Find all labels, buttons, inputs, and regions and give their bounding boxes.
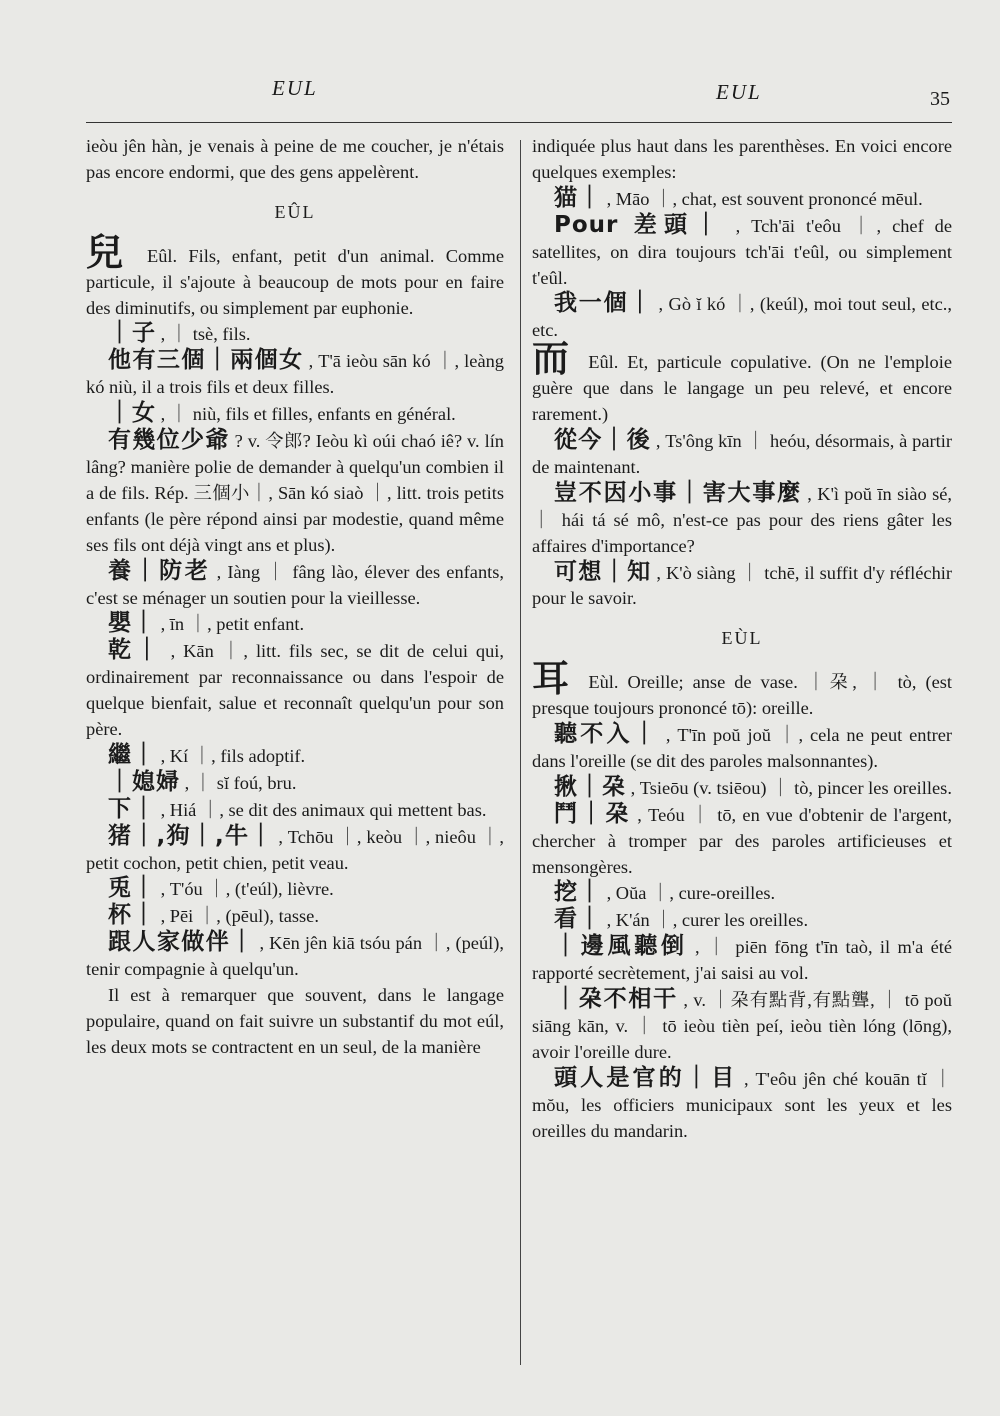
dictionary-entry bbox=[86, 611, 504, 638]
dictionary-entry bbox=[532, 907, 952, 934]
entry-definition: , ｜ tsè, fils. bbox=[156, 324, 251, 345]
dictionary-entry bbox=[532, 481, 952, 560]
headword-entry bbox=[86, 230, 505, 322]
dictionary-entry bbox=[86, 824, 504, 877]
entry-definition: , Kí ｜, fils adoptif. bbox=[156, 745, 306, 766]
entry-characters: 鬥｜朶 bbox=[554, 800, 632, 827]
headword-romanization: EÙL bbox=[721, 628, 763, 649]
entry-characters: ｜子 bbox=[108, 320, 156, 347]
paragraph: ieòu jên hàn, je venais à peine de me coucher, je n'étais pas encore endormi, que des gens appelèrent. bbox=[86, 136, 504, 182]
entry-definition: , ｜ piēn fōng t'īn taò, il m'a été rapporté secrètement, j'ai saisi au vol. bbox=[532, 937, 953, 984]
headword-character: 而 bbox=[532, 337, 574, 381]
entry-definition: ? v. 令郎? Ieòu kì oúi chaó iê? v. lín lâng? manière polie de demander à quelqu'un combien il a de fils. Rép. 三個小｜, Sān kó siaò ｜, litt. trois petits enfants (le père répond ainsi par modestie, quand même ses fils ont déjà vingt ans et plus). bbox=[86, 431, 505, 555]
entry-definition: Eûl. Et, particule copulative. (On ne l'emploie guère que dans le langage un peu relevé, et encore rarement.) bbox=[532, 352, 952, 425]
entry-definition: Eùl. Oreille; anse de vase. ｜朶, ｜ tò, (est presque toujours prononcé tō): oreille. bbox=[532, 672, 952, 719]
dictionary-entry bbox=[532, 934, 952, 987]
entry-definition: , Teóu ｜ tō, en vue d'obtenir de l'argent, chercher à tromper par des paroles artificieuses et mensongères. bbox=[532, 804, 953, 877]
header-rule bbox=[86, 122, 952, 123]
dictionary-entry bbox=[86, 797, 504, 824]
entry-definition: , T'ā ieòu sān kó ｜, leàng kó niù, il a trois fils et deux filles. bbox=[86, 351, 504, 398]
dictionary-entry bbox=[532, 987, 952, 1066]
dictionary-entry bbox=[86, 638, 504, 743]
entry-characters: 揪｜朶 bbox=[554, 773, 626, 800]
entry-definition: Eûl. Fils, enfant, petit d'un animal. Comme particule, il s'ajoute à beaucoup de mots pour en faire des diminutifs, ou simplement par euphonie. bbox=[86, 245, 505, 318]
entry-definition: , T'īn poŭ joŭ ｜, cela ne peut entrer dans l'oreille (se dit des paroles malsonnantes). bbox=[532, 725, 952, 771]
entry-definition: , Māo ｜, chat, est souvent prononcé mēul. bbox=[602, 188, 923, 209]
dictionary-entry bbox=[532, 560, 952, 613]
entry-characters: 下｜ bbox=[108, 795, 156, 822]
entry-characters: 有幾位少爺 bbox=[108, 427, 230, 454]
entry-characters: 豈不因小事｜害大事麼 bbox=[554, 479, 802, 506]
entry-definition: , K'ì poŭ īn siào sé, ｜ hái tá sé mô, n'est-ce pas pour des riens gâter les affaires d'importance? bbox=[532, 483, 952, 556]
entry-characters: 兎｜ bbox=[108, 875, 156, 902]
entry-definition: , Pēi ｜, (pēul), tasse. bbox=[156, 906, 319, 927]
entry-characters: Pour 差頭｜ bbox=[554, 211, 725, 238]
entry-definition: , īn ｜, petit enfant. bbox=[156, 614, 305, 635]
headword-entry bbox=[532, 337, 952, 428]
dictionary-entry bbox=[86, 876, 504, 903]
paragraph: indiquée plus haut dans les parenthèses. En voici encore quelques exemples: bbox=[532, 136, 952, 182]
dictionary-entry bbox=[532, 880, 952, 907]
running-head-right: EUL bbox=[716, 80, 762, 104]
entry-definition: , ｜ niù, fils et filles, enfants en général. bbox=[156, 404, 456, 425]
dictionary-entry bbox=[532, 775, 952, 802]
dictionary-entry bbox=[532, 1066, 952, 1145]
headword-entry bbox=[532, 657, 952, 722]
dictionary-entry bbox=[86, 743, 504, 770]
entry-characters: 猫｜ bbox=[554, 184, 602, 211]
entry-definition: , Tsieōu (v. tsiēou) ｜ tò, pincer les oreilles. bbox=[626, 777, 952, 798]
dictionary-entry bbox=[86, 930, 504, 983]
dictionary-entry bbox=[532, 428, 952, 481]
entry-definition: , Ts'ông kīn ｜ heóu, désormais, à partir de maintenant. bbox=[532, 430, 953, 477]
entry-characters: ｜媳婦 bbox=[108, 768, 180, 795]
dictionary-entry bbox=[86, 770, 504, 797]
entry-definition: , v. ｜朶有點背,有點聾, ｜ tō poŭ siāng kān, v. ｜ tō ieòu tièn peí, ieòu tièn lóng (lōng), avoir l'oreille dure. bbox=[532, 990, 953, 1062]
entry-characters: 杯｜ bbox=[108, 902, 156, 929]
right-column bbox=[532, 134, 952, 1145]
entry-definition: , Tch'āi t'eôu ｜, chef de satellites, on dira toujours tch'āi t'eûl, ou simplement t'eûl. bbox=[532, 215, 952, 288]
entry-characters: ｜朶不相干 bbox=[554, 986, 678, 1013]
paragraph: Il est à remarquer que souvent, dans le langage populaire, quand on fait suivre un substantif du mot eúl, les deux mots se contractent en un seul, de la manière bbox=[86, 985, 504, 1057]
entry-definition: , Iàng ｜ fâng lào, élever des enfants, c'est se ménager un soutien pour la vieillesse. bbox=[86, 561, 505, 608]
entry-characters: 養｜防老 bbox=[108, 557, 211, 584]
dictionary-entry bbox=[86, 321, 504, 348]
entry-characters: 繼｜ bbox=[108, 741, 156, 768]
entry-characters: ｜邊風聽倒 bbox=[554, 933, 688, 960]
entry-definition: , Oŭa ｜, cure-oreilles. bbox=[602, 883, 776, 904]
running-head-left: EUL bbox=[272, 76, 318, 100]
column-divider bbox=[520, 140, 521, 1365]
entry-definition: , T'eôu jên ché kouān tĭ ｜ mŏu, les officiers municipaux sont les yeux et les oreilles du mandarin. bbox=[532, 1068, 952, 1141]
dictionary-entry bbox=[86, 401, 504, 428]
headword-character: 兒 bbox=[86, 230, 130, 274]
entry-characters: 乾｜ bbox=[108, 637, 163, 664]
entry-characters: 他有三個｜兩個女 bbox=[108, 347, 304, 374]
entry-definition: , Kān ｜, litt. fils sec, se dit de celui qui, ordinairement par reconnaissance ou dans l'espoir de quelque bienfait, salue et reconnaît quelqu'un pour son père. bbox=[86, 641, 504, 740]
entry-definition: , Hiá ｜, se dit des animaux qui mettent bas. bbox=[156, 799, 487, 820]
dictionary-entry bbox=[86, 559, 504, 612]
entry-definition: , Kēn jên kiā tsóu pán ｜, (peúl), tenir compagnie à quelqu'un. bbox=[86, 933, 504, 980]
dictionary-entry bbox=[532, 802, 952, 881]
entry-definition: , Gò ĭ kó ｜, (keúl), moi tout seul, etc., etc. bbox=[532, 294, 952, 341]
entry-characters: 頭人是官的｜目 bbox=[554, 1064, 738, 1091]
dictionary-entry bbox=[86, 903, 504, 930]
left-column bbox=[86, 134, 504, 1061]
entry-characters: 從今｜後 bbox=[554, 426, 651, 453]
dictionary-entry bbox=[532, 186, 952, 213]
entry-characters: 挖｜ bbox=[554, 879, 602, 906]
entry-definition: , T'óu ｜, (t'eúl), lièvre. bbox=[156, 879, 334, 900]
entry-characters: 聽不入｜ bbox=[554, 721, 660, 748]
entry-definition: , Tchōu ｜, keòu ｜, nieôu ｜, petit cochon, petit chien, petit veau. bbox=[86, 826, 504, 873]
dictionary-entry bbox=[86, 348, 504, 401]
entry-characters: 嬰｜ bbox=[108, 610, 156, 637]
entry-characters: 跟人家做伴｜ bbox=[108, 929, 255, 956]
entry-characters: 我一個｜ bbox=[554, 290, 654, 317]
headword-romanization: EÛL bbox=[274, 201, 316, 222]
entry-characters: 猪｜,狗｜,牛｜ bbox=[108, 822, 274, 849]
dictionary-entry bbox=[532, 722, 952, 775]
entry-definition: , K'án ｜, curer les oreilles. bbox=[602, 910, 809, 931]
page-number: 35 bbox=[930, 88, 950, 110]
headword-character: 耳 bbox=[532, 657, 574, 701]
dictionary-entry bbox=[532, 291, 952, 344]
entry-characters: ｜女 bbox=[108, 400, 156, 427]
dictionary-entry bbox=[532, 213, 952, 292]
entry-characters: 看｜ bbox=[554, 906, 602, 933]
dictionary-entry bbox=[86, 428, 504, 559]
entry-definition: , K'ò siàng ｜ tchē, il suffit d'y réfléchir pour le savoir. bbox=[532, 562, 953, 609]
entry-definition: , ｜ sĭ foú, bru. bbox=[180, 772, 297, 793]
entry-characters: 可想｜知 bbox=[554, 558, 652, 585]
